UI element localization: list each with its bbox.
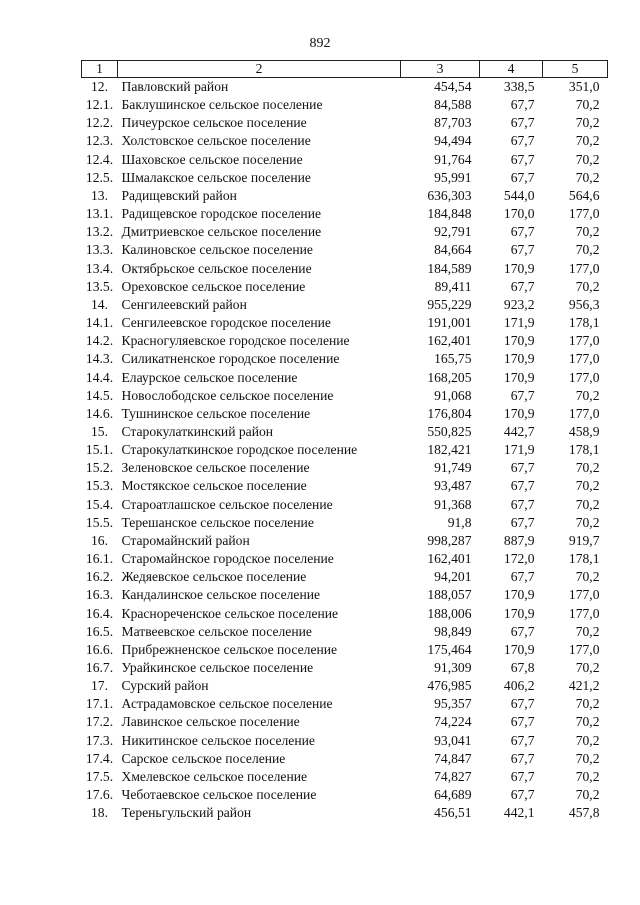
row-value-col4: 67,7 <box>510 750 535 766</box>
table-row <box>82 713 608 731</box>
row-name: Ореховское сельское поселение <box>121 278 306 294</box>
row-value-col4: 887,9 <box>503 532 535 548</box>
row-value-col5: 458,9 <box>568 423 600 439</box>
row-value-col4: 67,7 <box>510 732 535 748</box>
row-value-col5: 178,1 <box>568 315 600 331</box>
row-value-col3: 175,464 <box>427 641 472 657</box>
row-value-col5: 70,2 <box>575 169 600 185</box>
row-number: 14.6. <box>85 405 114 421</box>
row-number: 17.2. <box>85 714 114 730</box>
row-value-col4: 67,8 <box>510 660 535 675</box>
row-value-col5: 70,2 <box>575 514 600 530</box>
row-name: Старокулаткинский район <box>121 423 274 439</box>
row-number: 13.3. <box>85 242 114 258</box>
row-value-col3: 89,411 <box>434 278 472 294</box>
row-value-col5: 177,0 <box>568 405 600 421</box>
row-value-col5: 919,7 <box>568 532 600 548</box>
row-number: 17.3. <box>85 732 114 748</box>
row-value-col5: 564,6 <box>568 187 600 203</box>
row-number: 13. <box>91 187 108 203</box>
row-name: Силикатненское городское поселение <box>121 351 340 367</box>
row-number: 13.5. <box>85 278 114 294</box>
table-row <box>82 405 608 423</box>
row-name: Старокулаткинское городское поселение <box>121 442 358 458</box>
row-value-col4: 67,7 <box>510 696 535 712</box>
row-value-col3: 165,75 <box>434 351 472 367</box>
row-name: Дмитриевское сельское поселение <box>121 224 322 240</box>
row-value-col5: 70,2 <box>575 787 600 803</box>
header-col-4: 4 <box>480 61 543 78</box>
row-number: 16.5. <box>85 623 114 639</box>
row-value-col5: 177,0 <box>568 351 600 367</box>
row-value-col4: 170,9 <box>503 405 535 421</box>
row-value-col5: 178,1 <box>568 442 600 458</box>
row-value-col3: 84,664 <box>434 242 472 258</box>
row-value-col4: 170,9 <box>503 641 535 657</box>
row-name: Тереньгульский район <box>121 805 252 821</box>
table-row <box>82 78 608 97</box>
page-number: 892 <box>309 36 331 51</box>
row-value-col3: 64,689 <box>434 787 472 803</box>
header-col-1: 1 <box>82 61 118 78</box>
row-number: 13.2. <box>85 224 114 240</box>
row-value-col3: 550,825 <box>427 423 472 439</box>
header-col-3: 3 <box>401 61 480 78</box>
table-row <box>82 187 608 205</box>
row-value-col5: 70,2 <box>575 97 600 113</box>
row-name: Мостякское сельское поселение <box>121 478 307 494</box>
row-number: 18. <box>91 805 108 821</box>
row-value-col4: 923,2 <box>503 296 535 312</box>
row-value-col3: 91,8 <box>447 514 472 530</box>
row-value-col3: 93,487 <box>434 478 472 494</box>
row-value-col3: 188,006 <box>427 605 472 621</box>
row-value-col5: 351,0 <box>568 79 600 94</box>
row-value-col5: 421,2 <box>568 678 600 694</box>
row-name: Прибрежненское сельское поселение <box>121 641 338 657</box>
row-number: 12.4. <box>85 151 114 167</box>
row-number: 12.1. <box>85 97 114 113</box>
row-value-col5: 177,0 <box>568 260 600 276</box>
row-name: Калиновское сельское поселение <box>121 242 313 258</box>
row-name: Староатлашское сельское поселение <box>121 496 333 512</box>
row-name: Сенгилеевское городское поселение <box>121 315 331 331</box>
row-value-col5: 70,2 <box>575 660 600 675</box>
table-row <box>82 260 608 278</box>
row-value-col3: 955,229 <box>427 296 472 312</box>
row-value-col3: 476,985 <box>427 678 472 694</box>
row-name: Баклушинское сельское поселение <box>121 97 323 113</box>
row-value-col4: 67,7 <box>510 569 535 585</box>
row-value-col4: 171,9 <box>503 315 535 331</box>
row-number: 15.1. <box>85 442 114 458</box>
row-value-col5: 177,0 <box>568 641 600 657</box>
table-row <box>82 605 608 623</box>
row-value-col3: 93,041 <box>434 732 472 748</box>
row-name: Радищевское городское поселение <box>121 206 322 222</box>
table-row <box>82 550 608 568</box>
row-name: Старомайнский район <box>121 532 250 548</box>
table-row <box>82 623 608 641</box>
row-number: 15.5. <box>85 514 114 530</box>
row-value-col5: 70,2 <box>575 478 600 494</box>
row-value-col3: 162,401 <box>427 551 472 567</box>
row-value-col4: 67,7 <box>510 242 535 258</box>
row-number: 12. <box>91 79 108 94</box>
row-name: Старомайнское городское поселение <box>121 551 334 567</box>
row-number: 17.1. <box>85 696 114 712</box>
table-row <box>82 169 608 187</box>
row-value-col5: 177,0 <box>568 206 600 222</box>
row-name: Радищевский район <box>121 187 237 203</box>
row-value-col5: 457,8 <box>568 805 600 821</box>
row-value-col5: 70,2 <box>575 569 600 585</box>
table-row <box>82 151 608 169</box>
row-number: 15.4. <box>85 496 114 512</box>
row-number: 15.2. <box>85 460 114 476</box>
row-name: Зеленовское сельское поселение <box>121 460 310 476</box>
row-value-col5: 70,2 <box>575 496 600 512</box>
table-row <box>82 223 608 241</box>
row-name: Чеботаевское сельское поселение <box>121 787 317 803</box>
row-value-col3: 91,749 <box>434 460 472 476</box>
row-value-col5: 70,2 <box>575 696 600 712</box>
table-row <box>82 568 608 586</box>
row-value-col4: 67,7 <box>510 278 535 294</box>
row-value-col4: 170,0 <box>503 206 535 222</box>
table-row <box>82 768 608 786</box>
row-value-col5: 70,2 <box>575 750 600 766</box>
row-value-col4: 442,7 <box>503 423 535 439</box>
row-value-col3: 95,991 <box>434 169 472 185</box>
row-name: Шмалакское сельское поселение <box>121 169 311 185</box>
row-value-col3: 91,368 <box>434 496 472 512</box>
row-value-col3: 91,068 <box>434 387 472 403</box>
row-value-col3: 168,205 <box>427 369 472 385</box>
row-name: Никитинское сельское поселение <box>121 732 315 748</box>
row-value-col5: 177,0 <box>568 369 600 385</box>
row-number: 14.4. <box>85 369 114 385</box>
row-value-col4: 170,9 <box>503 260 535 276</box>
table-row <box>82 278 608 296</box>
row-value-col4: 67,7 <box>510 151 535 167</box>
row-value-col5: 70,2 <box>575 115 600 131</box>
row-number: 16.4. <box>85 605 114 621</box>
table-row <box>82 677 608 695</box>
row-value-col4: 442,1 <box>503 805 535 821</box>
row-value-col4: 67,7 <box>510 97 535 113</box>
row-value-col4: 67,7 <box>510 133 535 149</box>
row-name: Краснореченское сельское поселение <box>121 605 339 621</box>
table-row <box>82 350 608 368</box>
table-row <box>82 296 608 314</box>
table-row <box>82 695 608 713</box>
row-name: Красногуляевское городское поселение <box>121 333 350 349</box>
row-value-col4: 544,0 <box>503 187 535 203</box>
table-row <box>82 96 608 114</box>
table-row <box>82 641 608 659</box>
header-col-2: 2 <box>118 61 401 78</box>
row-number: 17.6. <box>85 787 114 803</box>
row-value-col4: 67,7 <box>510 714 535 730</box>
row-value-col5: 70,2 <box>575 242 600 258</box>
row-number: 17. <box>91 678 108 694</box>
table-row <box>82 114 608 132</box>
table-row <box>82 496 608 514</box>
row-value-col3: 84,588 <box>434 97 472 113</box>
row-number: 14.1. <box>85 315 114 331</box>
row-number: 16.1. <box>85 551 114 567</box>
row-number: 14.5. <box>85 387 114 403</box>
row-value-col3: 91,764 <box>434 151 472 167</box>
table-row <box>82 314 608 332</box>
row-value-col3: 184,589 <box>427 260 472 276</box>
table-row <box>82 786 608 804</box>
table-row <box>82 423 608 441</box>
row-value-col5: 177,0 <box>568 333 600 349</box>
row-value-col3: 191,001 <box>427 315 472 331</box>
row-name: Хмелевское сельское поселение <box>121 768 308 784</box>
row-name: Терешанское сельское поселение <box>121 514 314 530</box>
row-value-col5: 70,2 <box>575 133 600 149</box>
row-number: 17.4. <box>85 750 114 766</box>
table-row <box>82 659 608 677</box>
row-value-col5: 956,3 <box>568 296 600 312</box>
row-name: Урайкинское сельское поселение <box>121 660 314 675</box>
row-value-col4: 67,7 <box>510 224 535 240</box>
row-value-col4: 67,7 <box>510 115 535 131</box>
table-row <box>82 532 608 550</box>
row-number: 16.6. <box>85 641 114 657</box>
row-value-col3: 94,494 <box>434 133 472 149</box>
row-value-col4: 170,9 <box>503 605 535 621</box>
row-value-col4: 67,7 <box>510 623 535 639</box>
row-name: Лавинское сельское поселение <box>121 714 300 730</box>
row-value-col5: 178,1 <box>568 551 600 567</box>
row-number: 14. <box>91 296 108 312</box>
row-value-col5: 70,2 <box>575 224 600 240</box>
row-value-col5: 70,2 <box>575 623 600 639</box>
row-value-col4: 67,7 <box>510 768 535 784</box>
row-name: Матвеевское сельское поселение <box>121 623 312 639</box>
row-name: Сарское сельское поселение <box>121 750 286 766</box>
row-value-col3: 162,401 <box>427 333 472 349</box>
row-name: Тушнинское сельское поселение <box>121 405 311 421</box>
row-value-col3: 456,51 <box>434 805 472 821</box>
table-row <box>82 205 608 223</box>
row-value-col3: 636,303 <box>427 187 472 203</box>
header-col-5: 5 <box>543 61 608 78</box>
row-value-col5: 70,2 <box>575 151 600 167</box>
budget-table <box>81 60 608 822</box>
table-row <box>82 732 608 750</box>
row-name: Елаурское сельское поселение <box>121 369 298 385</box>
table-row <box>82 477 608 495</box>
row-name: Кандалинское сельское поселение <box>121 587 321 603</box>
row-value-col5: 177,0 <box>568 605 600 621</box>
row-number: 17.5. <box>85 768 114 784</box>
row-value-col4: 67,7 <box>510 460 535 476</box>
row-value-col4: 67,7 <box>510 169 535 185</box>
row-value-col3: 454,54 <box>434 79 472 94</box>
row-name: Астрадамовское сельское поселение <box>121 696 333 712</box>
row-value-col5: 177,0 <box>568 587 600 603</box>
row-value-col3: 184,848 <box>427 206 472 222</box>
row-number: 12.2. <box>85 115 114 131</box>
row-value-col5: 70,2 <box>575 768 600 784</box>
row-value-col3: 74,847 <box>434 750 472 766</box>
row-value-col3: 74,827 <box>434 768 472 784</box>
row-value-col4: 172,0 <box>503 551 535 567</box>
row-value-col4: 170,9 <box>503 351 535 367</box>
row-value-col3: 98,849 <box>434 623 472 639</box>
row-value-col4: 170,9 <box>503 369 535 385</box>
table-row <box>82 132 608 150</box>
row-name: Холстовское сельское поселение <box>121 133 311 149</box>
table-row <box>82 459 608 477</box>
row-number: 16.3. <box>85 587 114 603</box>
row-name: Павловский район <box>121 79 229 94</box>
row-value-col4: 67,7 <box>510 787 535 803</box>
row-value-col4: 67,7 <box>510 478 535 494</box>
row-value-col3: 176,804 <box>427 405 472 421</box>
row-value-col4: 406,2 <box>503 678 535 694</box>
row-name: Пичеурское сельское поселение <box>121 115 307 131</box>
table-row <box>82 241 608 259</box>
row-number: 13.4. <box>85 260 114 276</box>
row-value-col4: 67,7 <box>510 496 535 512</box>
table-header-row <box>82 61 608 78</box>
row-value-col3: 91,309 <box>434 660 472 675</box>
row-name: Новослободское сельское поселение <box>121 387 334 403</box>
table-body <box>82 78 608 823</box>
row-number: 14.3. <box>85 351 114 367</box>
row-number: 15.3. <box>85 478 114 494</box>
table-row <box>82 332 608 350</box>
row-number: 14.2. <box>85 333 114 349</box>
row-value-col4: 171,9 <box>503 442 535 458</box>
row-number: 13.1. <box>85 206 114 222</box>
row-name: Сенгилеевский район <box>121 296 247 312</box>
row-value-col3: 188,057 <box>427 587 472 603</box>
row-name: Сурский район <box>121 678 209 694</box>
table-row <box>82 441 608 459</box>
row-value-col4: 67,7 <box>510 514 535 530</box>
table-row <box>82 586 608 604</box>
row-value-col3: 182,421 <box>427 442 472 458</box>
row-value-col5: 70,2 <box>575 732 600 748</box>
row-number: 12.3. <box>85 133 114 149</box>
row-number: 16.2. <box>85 569 114 585</box>
row-name: Октябрьское сельское поселение <box>121 260 312 276</box>
row-name: Шаховское сельское поселение <box>121 151 303 167</box>
row-value-col4: 338,5 <box>503 79 535 94</box>
row-value-col4: 170,9 <box>503 587 535 603</box>
row-number: 16. <box>91 532 108 548</box>
row-value-col5: 70,2 <box>575 387 600 403</box>
row-value-col4: 170,9 <box>503 333 535 349</box>
row-value-col3: 94,201 <box>434 569 472 585</box>
row-value-col4: 67,7 <box>510 387 535 403</box>
row-value-col3: 95,357 <box>434 696 472 712</box>
row-number: 15. <box>91 423 108 439</box>
row-value-col5: 70,2 <box>575 460 600 476</box>
row-value-col3: 998,287 <box>427 532 472 548</box>
row-value-col3: 87,703 <box>434 115 472 131</box>
table-row <box>82 387 608 405</box>
row-name: Жедяевское сельское поселение <box>121 569 307 585</box>
row-number: 16.7. <box>85 660 114 675</box>
row-value-col3: 74,224 <box>434 714 472 730</box>
table-row <box>82 804 608 822</box>
row-value-col5: 70,2 <box>575 714 600 730</box>
row-value-col5: 70,2 <box>575 278 600 294</box>
row-number: 12.5. <box>85 169 114 185</box>
row-value-col3: 92,791 <box>434 224 472 240</box>
table-row <box>82 369 608 387</box>
table-row <box>82 750 608 768</box>
table-row <box>82 514 608 532</box>
